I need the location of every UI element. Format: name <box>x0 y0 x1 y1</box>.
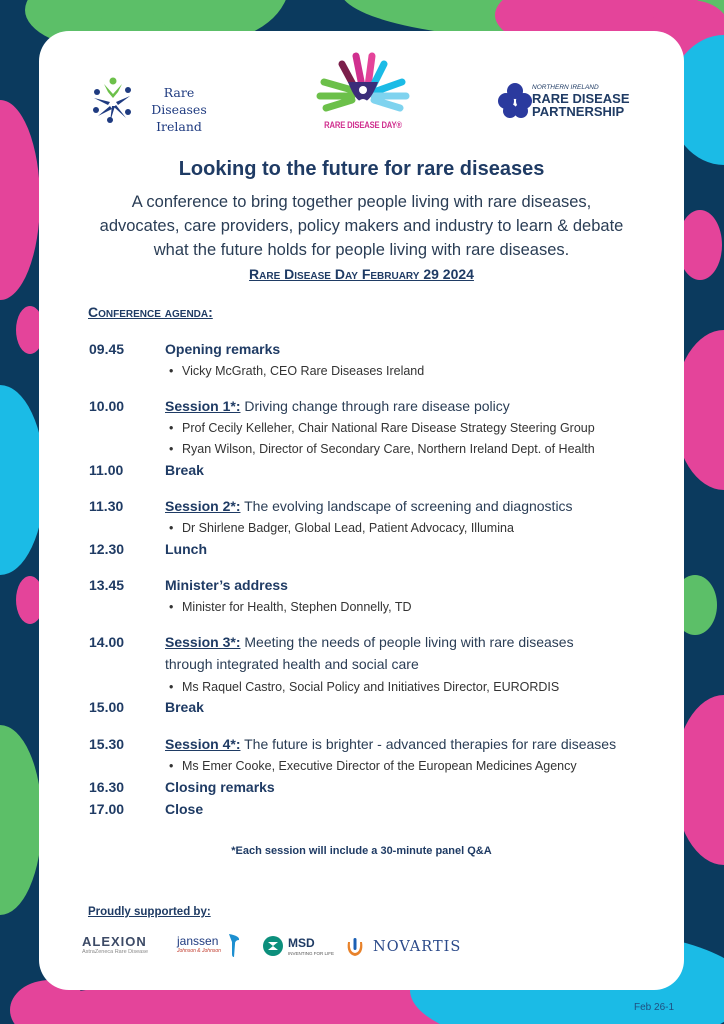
agenda-title: Closing remarks <box>165 779 275 795</box>
janssen-sub: Johnson & Johnson <box>177 948 221 954</box>
session-label: Session 3*: <box>165 634 241 650</box>
agenda-title: Opening remarks <box>165 341 281 357</box>
subtitle-line: what the future holds for people living with rare diseases. <box>153 241 570 259</box>
alexion-text: ALEXION <box>82 934 147 949</box>
janssen-swoosh-icon <box>227 932 241 958</box>
msd-text: MSD <box>288 936 315 950</box>
agenda-title: Break <box>165 699 204 715</box>
page-title: Looking to the future for rare diseases <box>178 158 545 180</box>
agenda-speaker: • Minister for Health, Stephen Donnelly, TD <box>182 600 412 614</box>
agenda-time: 10.00 <box>89 398 125 414</box>
agenda-title: Lunch <box>165 541 207 557</box>
ni-rare-disease-partnership-logo <box>498 82 638 122</box>
agenda-title: The future is brighter - advanced therapies for rare diseases <box>240 736 617 752</box>
agenda-time: 09.45 <box>89 341 125 357</box>
agenda-title: Minister’s address <box>165 577 288 593</box>
alexion-logo <box>82 934 160 962</box>
ni-top-text: NORTHERN IRELAND <box>532 84 599 91</box>
janssen-text: janssen <box>177 934 219 948</box>
agenda-time: 11.30 <box>89 498 124 514</box>
session-label: Session 2*: <box>165 498 241 514</box>
agenda-time: 15.00 <box>89 699 125 715</box>
msd-mark-icon <box>262 935 284 957</box>
session-note: *Each session will include a 30-minute panel Q&A <box>231 845 492 857</box>
rdi-line1: Rare Diseases <box>151 85 207 117</box>
agenda-time: 12.30 <box>89 541 125 557</box>
rdi-line2: Ireland <box>156 119 202 134</box>
supporters-heading: Proudly supported by: <box>88 906 211 918</box>
ni-line1: RARE DISEASE <box>532 91 630 106</box>
agenda-time: 14.00 <box>89 634 125 650</box>
event-date: Rare Disease Day February 29 2024 <box>249 266 474 282</box>
footer-code: Feb 26-1 <box>634 1002 675 1013</box>
alexion-sub: AstraZeneca Rare Disease <box>82 949 149 955</box>
agenda-time: 11.00 <box>89 462 124 478</box>
agenda-time: 13.45 <box>89 577 125 593</box>
agenda-title: Break <box>165 462 204 478</box>
hands-icon <box>312 52 414 118</box>
agenda-title: Close <box>165 801 204 817</box>
subtitle-line: advocates, care providers, policy makers and industry to learn & debate <box>99 217 624 235</box>
subtitle <box>39 190 684 262</box>
rare-diseases-ireland-logo <box>88 74 228 134</box>
agenda-time: 15.30 <box>89 736 125 752</box>
msd-sub: INVENTING FOR LIFE <box>288 951 335 956</box>
agenda-speaker: • Vicky McGrath, CEO Rare Diseases Ireland <box>182 364 424 378</box>
agenda-speaker: • Ryan Wilson, Director of Secondary Care, Northern Ireland Dept. of Health <box>182 442 595 456</box>
subtitle-line: A conference to bring together people living with rare diseases, <box>131 193 592 211</box>
agenda-speaker: • Ms Raquel Castro, Social Policy and Initiatives Director, EURORDIS <box>182 680 559 694</box>
novartis-flame-icon <box>345 936 365 958</box>
agenda-speaker: • Ms Emer Cooke, Executive Director of the European Medicines Agency <box>182 759 577 773</box>
rare-disease-day-logo <box>312 52 414 134</box>
janssen-logo <box>177 934 241 962</box>
agenda-time: 17.00 <box>89 801 125 817</box>
agenda-title-line2: through integrated health and social care <box>165 656 419 672</box>
people-circle-icon <box>88 76 138 124</box>
novartis-logo <box>345 934 470 962</box>
agenda-speaker: • Dr Shirlene Badger, Global Lead, Patient Advocacy, Illumina <box>182 521 514 535</box>
agenda-title: Driving change through rare disease policy <box>240 398 510 414</box>
agenda-title: The evolving landscape of screening and diagnostics <box>240 498 573 514</box>
msd-logo <box>262 934 352 962</box>
novartis-text: NOVARTIS <box>373 939 462 955</box>
agenda-heading: Conference agenda: <box>88 304 213 320</box>
session-label: Session 1*: <box>165 398 241 414</box>
agenda-speaker: • Prof Cecily Kelleher, Chair National Rare Disease Strategy Steering Group <box>182 421 595 435</box>
shamrock-icon <box>498 82 532 120</box>
ni-line2: PARTNERSHIP <box>532 104 625 119</box>
rdd-text: RARE DISEASE DAY® <box>324 120 402 130</box>
agenda-time: 16.30 <box>89 779 125 795</box>
agenda-title: Meeting the needs of people living with rare diseases <box>240 634 574 650</box>
session-label: Session 4*: <box>165 736 241 752</box>
